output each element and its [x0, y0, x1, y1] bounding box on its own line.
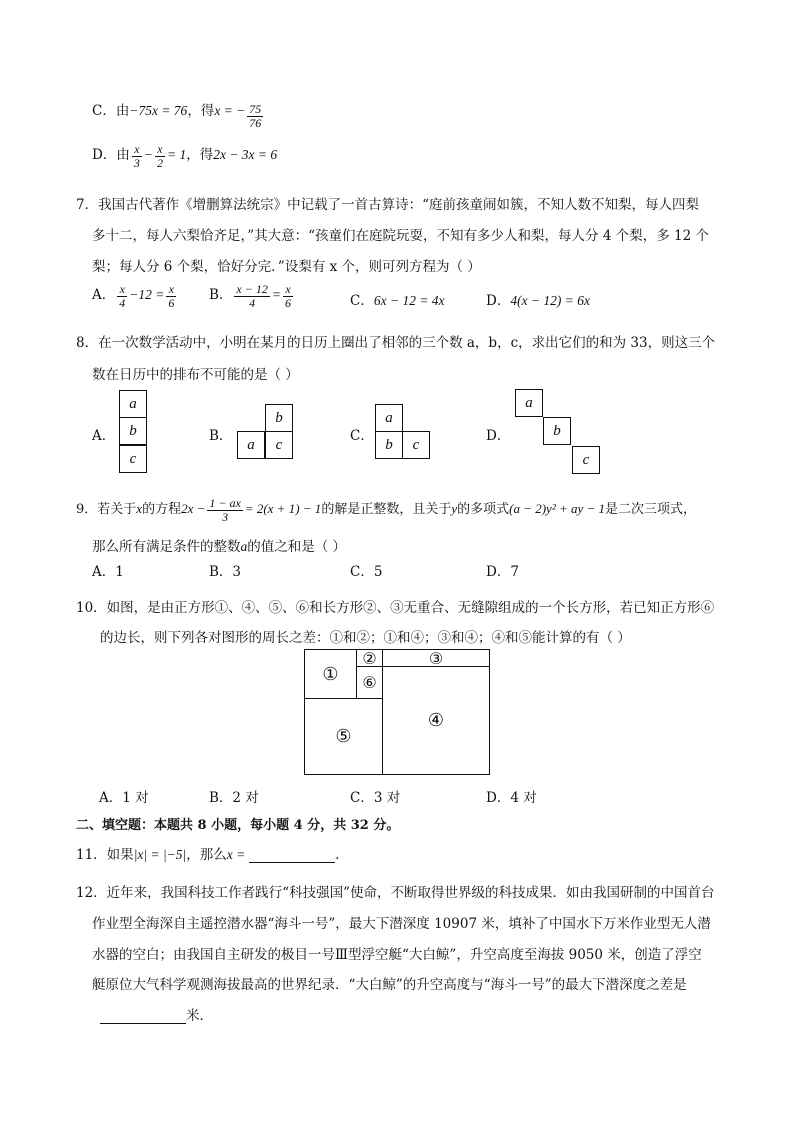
q8-c-cell-a: a	[375, 404, 403, 432]
q9-option-b: B．3	[209, 564, 242, 580]
section-2-title: 二、填空题：本题共 8 小题，每小题 4 分，共 32 分。	[76, 818, 400, 833]
q10-option-b: B．2 对	[209, 790, 259, 806]
q8-line-2: 数在日历中的排布不可能的是（ ）	[92, 367, 299, 383]
q8-a-cell-b: b	[119, 417, 147, 445]
q7-line-3: 梨；每人分 6 个梨，恰好分完．”设梨有 x 个，则可列方程为（ ）	[92, 259, 481, 275]
q8-option-b-label: B．	[209, 428, 233, 444]
q9-option-a: A．1	[92, 564, 124, 580]
q8-line-1: 8．在一次数学活动中，小明在某月的日历上圈出了相邻的三个数 a，b，c，求出它们的和为 33，则这三个	[76, 335, 716, 351]
q10-line-2: 的边长，则下列各对图形的周长之差：①和②；①和④；③和④；④和⑤能计算的有（ ）	[100, 630, 631, 646]
q8-c-cell-c: c	[402, 431, 430, 459]
q7-option-a: A． $\frac{x}{4}$ −12 = $\frac{x}{6}$	[92, 282, 175, 310]
q8-b-cell-a: a	[237, 431, 265, 459]
q10-region-1: ①	[304, 649, 357, 699]
q12-line-1: 12．近年来，我国科技工作者践行“科技强国”使命，不断取得世界级的科技成果．如由我国研制的中国首台	[76, 885, 715, 901]
q7-option-c: C．6x − 12 = 4x	[350, 293, 445, 309]
q12-line-3: 水器的空白；由我国自主研发的极目一号Ⅲ型浮空艇“大白鲸”，升空高度至海拔 9050 米，创造了浮空	[92, 947, 702, 963]
q12-line-2: 作业型全海深自主遥控潜水器“海斗一号”，最大下潜深度 10907 米，填补了中国水下万米作业型无人潜	[92, 916, 711, 932]
q10-line-1: 10．如图，是由正方形①、④、⑤、⑥和长方形②、③无重合、无缝隙组成的一个长方形，若已知正方形⑥	[76, 600, 715, 616]
q8-b-cell-b: b	[265, 404, 293, 432]
q8-option-d-label: D．	[486, 428, 511, 444]
q8-b-cell-c: c	[265, 431, 293, 459]
q10-region-6: ⑥	[356, 666, 383, 699]
q8-a-cell-a: a	[119, 390, 147, 418]
q8-option-c-label: C．	[350, 428, 374, 444]
q7-line-2: 多十二，每人六梨恰齐足，”其大意：“孩童们在庭院玩耍，不知有多少人和梨，每人分 4 个梨，多 12 个	[92, 228, 709, 244]
q6-option-d: D．由 $\frac{x}{3}$ − $\frac{x}{2}$ = 1，得2x − 3x = 6	[92, 142, 278, 170]
q10-figure	[304, 649, 490, 775]
q10-option-d: D．4 对	[486, 790, 537, 806]
q12-answer-line: 米．	[100, 1004, 213, 1024]
q6-option-c: C．由−75x = 76，得x = − $\frac{75}{76}$	[92, 102, 262, 130]
q7-option-b: B． $\frac{x - 12}{4}$ = $\frac{x}{6}$	[209, 282, 291, 310]
q10-option-c: C．3 对	[350, 790, 401, 806]
q11: 11．如果|x| = |−5|，那么x = ．	[76, 847, 349, 863]
q9-line-1: 9．若关于x的方程2x − $\frac{1 - ax}{3}$ = 2(x + 1) − 1的解是正整数，且关于y的多项式(a − 2)y² + ay − 1是二次三项式，	[76, 496, 697, 524]
q8-option-a-label: A．	[92, 428, 116, 444]
q9-option-d: D．7	[486, 564, 519, 580]
q10-region-5: ⑤	[304, 698, 383, 775]
q8-c-cell-b: b	[375, 431, 403, 459]
q12-answer-blank[interactable]	[100, 1009, 186, 1024]
q7-option-d: D．4(x − 12) = 6x	[486, 293, 591, 309]
q8-d-cell-b: b	[543, 417, 571, 445]
q8-d-cell-c: c	[572, 446, 600, 474]
q12-line-4: 艇原位大气科学观测海拔最高的世界纪录．“大白鲸”的升空高度与“海斗一号”的最大下潜深度之差是	[92, 977, 687, 993]
q10-region-3: ③	[382, 649, 490, 667]
q7-line-1: 7．我国古代著作《增删算法统宗》中记载了一首古算诗：“庭前孩童闹如簇，不知人数不知梨，每人四梨	[76, 197, 699, 213]
q10-option-a: A．1 对	[99, 790, 149, 806]
q10-region-2: ②	[356, 649, 383, 667]
q9-line-2: 那么所有满足条件的整数a的值之和是（ ）	[92, 539, 347, 555]
q9-option-c: C．5	[350, 564, 383, 580]
q8-d-cell-a: a	[515, 389, 543, 417]
q11-answer-blank[interactable]	[249, 848, 335, 863]
q10-region-4: ④	[382, 666, 490, 775]
q8-a-cell-c: c	[119, 445, 147, 473]
